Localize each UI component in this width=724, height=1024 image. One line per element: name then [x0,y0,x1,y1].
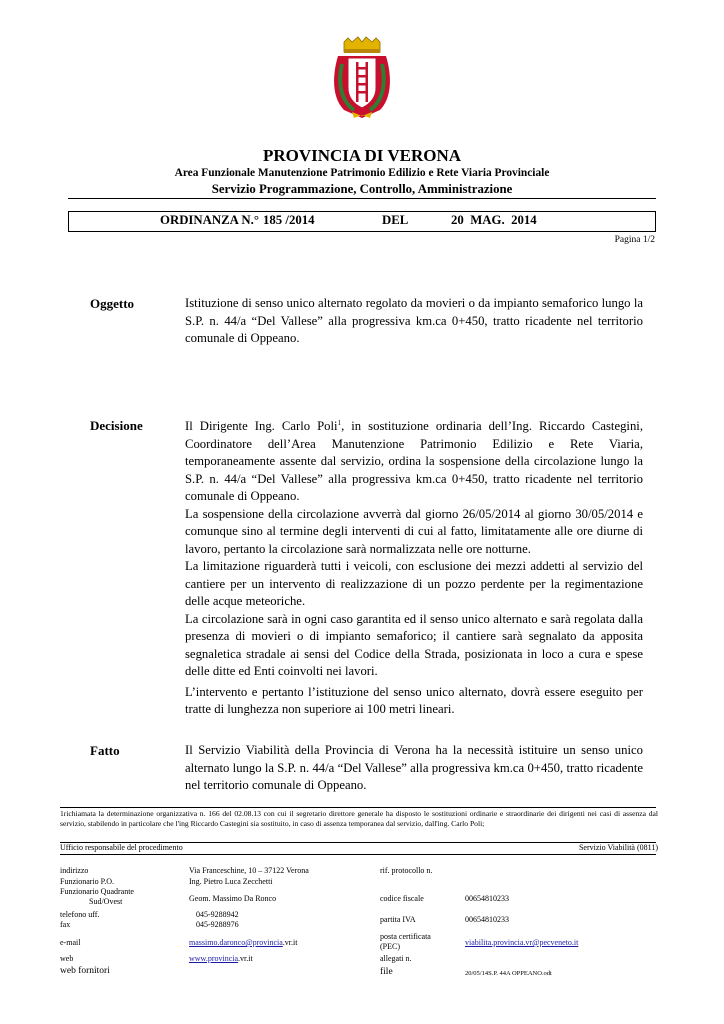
web-fornitori-label: web fornitori [60,966,110,976]
fatto-label: Fatto [90,743,120,758]
decisione-paragraph-1 [185,418,643,506]
email-domain: .vr.it [282,938,298,947]
email-value [189,938,297,948]
order-number: 185 /2014 [263,213,315,227]
verona-coat-of-arms-icon [330,36,394,120]
pec-label: posta certificata [380,932,431,941]
decisione-text [185,418,643,719]
funzionario-po-name: Ing. Pietro Luca Zecchetti [189,877,273,886]
telefono-value: 045-9288942 [196,910,239,919]
indirizzo-value: Via Franceschine, 10 – 37122 Verona [189,866,309,875]
decisione-paragraph-4: La circolazione sarà in ogni caso garantita ed il senso unico alternato e sarà regolata dalla presenza di movieri o di impianto semaforico; il cantiere sarà segnalato da apposita segnaletica stradale ai sensi del Codice della Strada, posizionata in loco a cura e spese delle ditte ed Enti coinvolti nei lavori. [185,611,643,678]
oggetto-label: Oggetto [90,296,135,311]
fatto-text [185,742,643,795]
funzionario-quadrante-zone: Sud/Ovest [89,897,123,906]
file-label: file [380,967,393,977]
footer-divider [60,854,656,855]
decisione-paragraph-5: L’intervento e pertanto l’istituzione del senso unico alternato, dovrà essere eseguito per tratte di lunghezza non superiore ai 100 metri lineari. [185,684,643,716]
oggetto-paragraph: Istituzione di senso unico alternato regolato da movieri o da impianto semaforico lungo la S.P. n. 44/a “Del Vallese” alla progressiva km.ca 0+450, tratto ricadente nel territorio comunale di Oppeano. [185,296,643,345]
oggetto-text [185,295,643,348]
telefono-label: telefono uff. [60,910,100,919]
decisione-paragraph-2: La sospensione della circolazione avverrà dal giorno 26/05/2014 al giorno 30/05/2014 e comunque sino al termine degli interventi di cui al fatto, limitatamente alle ore diurne di lavoro, pertanto la circolazione sarà normalizzata nelle ore notturne. [185,506,643,556]
funzionario-po-label: Funzionario P.O. [60,877,114,886]
file-name: 20/05/14S.P. 44A OPPEANO.odt [465,970,552,977]
order-date: 20 MAG. 2014 [451,213,537,227]
footnote-divider [60,807,656,808]
order-del-label: DEL [382,213,409,227]
web-domain: .vr.it [238,954,253,963]
footnote-marker: 1 [337,418,342,427]
funzionario-quadrante-label: Funzionario Quadrante [60,887,134,896]
service-subtitle: Servizio Programmazione, Controllo, Amministrazione [211,182,513,196]
partita-iva-value: 00654810233 [465,915,509,924]
page-number: Pagina 1/2 [614,235,655,245]
codice-fiscale-value: 00654810233 [465,894,509,903]
servizio-viabilita: Servizio Viabilità (0811) [578,843,658,852]
fax-value: 045-9288976 [196,920,239,929]
footnote-text: 1richiamata la determinazione organizzativa n. 166 del 02.08.13 con cui il segretario direttore generale ha disposto le sostituzioni ordinarie e straordinarie dei dirigenti nei casi di assenza dal servizio, stabilendo in particolare che l'ing Riccardo Castegini sia sostituito, in caso di assenza temporanea dal servizio, dall'ing. Carlo Poli; [60,809,658,829]
allegati-label: allegati n. [380,954,412,963]
email-link[interactable]: massimo.daronco@provincia [189,938,283,947]
web-value [189,954,253,964]
decisione-label: Decisione [90,418,143,433]
funzionario-quadrante-name: Geom. Massimo Da Ronco [189,894,277,903]
pec-link[interactable]: viabilita.provincia.vr@pecveneto.it [465,938,579,947]
pec-label-abbr: (PEC) [380,942,400,951]
decisione-p1-start: Il Dirigente Ing. Carlo Poli [185,419,338,433]
web-link[interactable]: www.provincia [189,954,239,963]
codice-fiscale-label: codice fiscale [380,894,424,903]
province-title: PROVINCIA DI VERONA [262,146,462,165]
web-label: web [60,954,74,963]
indirizzo-label: indirizzo [60,866,89,875]
decisione-paragraph-3: La limitazione riguarderà tutti i veicoli, con esclusione dei mezzi addetti al servizio del cantiere per un intervento di realizzazione di un pozzo perdente per la regimentazione delle acque meteoriche. [185,559,643,608]
protocollo-label: rif. protocollo n. [380,866,433,875]
ufficio-label: Ufficio responsabile del procedimento [60,843,183,852]
order-box [68,211,656,232]
header-divider [68,198,656,199]
area-subtitle: Area Funzionale Manutenzione Patrimonio Edilizio e Rete Viaria Provinciale [174,167,550,179]
fax-label: fax [60,920,71,929]
order-label: ORDINANZA N.° [160,213,259,227]
partita-iva-label: partita IVA [380,915,416,924]
decisione-p1-rest: , in sostituzione ordinaria dell’Ing. Riccardo Castegini, Coordinatore dell’Area Manutenzione Patrimonio Edilizio e Rete Viaria, temporaneamente assente dal servizio, ordina la sospensione della circolazione lungo la S.P. n. 44/a “Del Vallese” alla progressiva km.ca 0+450, tratto ricadente nel territorio comunale di Oppeano. [185,419,643,503]
fatto-paragraph: Il Servizio Viabilità della Provincia di Verona ha la necessità istituire un senso unico alternato lungo la S.P. n. 44/a “Del Vallese” alla progressiva km.ca 0+450, tratto ricadente nel territorio comunale di Oppeano. [185,743,643,792]
email-label: e-mail [60,938,81,947]
